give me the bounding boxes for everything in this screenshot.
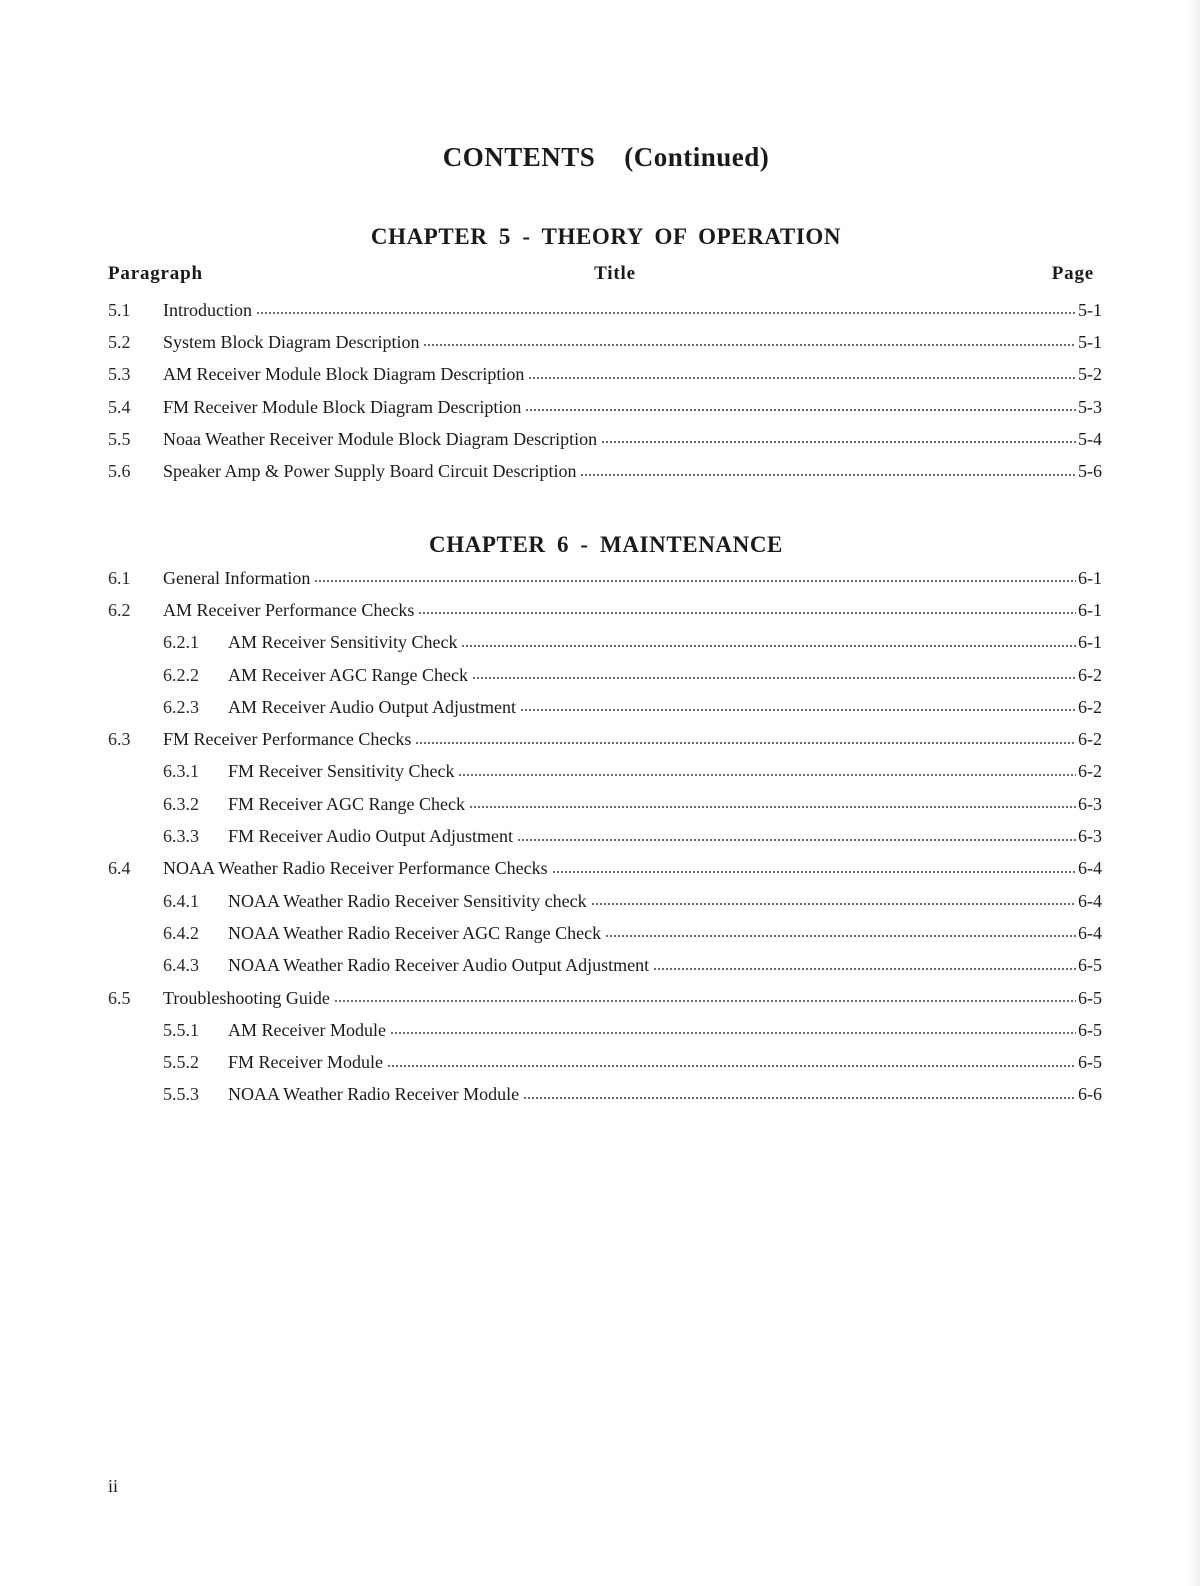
- toc-entry-title: Introduction: [163, 299, 252, 320]
- dot-leader: [390, 1024, 1076, 1042]
- toc-entry-title: Speaker Amp & Power Supply Board Circuit Description: [163, 461, 577, 482]
- toc-entry-page: 6-2: [1078, 696, 1102, 717]
- toc-entry: [108, 982, 1102, 1014]
- toc-entry-title: AM Receiver Sensitivity Check: [228, 632, 458, 653]
- toc-entry-page: 5-3: [1078, 396, 1102, 417]
- toc-entry-number: 6.3: [108, 729, 131, 750]
- dot-leader: [423, 336, 1076, 354]
- page-number: ii: [108, 1476, 119, 1496]
- paragraph-column-header: Paragraph: [108, 263, 203, 284]
- toc-entry-title: FM Receiver Audio Output Adjustment: [228, 826, 513, 847]
- toc-subentry: [108, 1046, 1102, 1078]
- toc-entry-page: 6-5: [1078, 987, 1102, 1008]
- toc-entry-page: 5-1: [1078, 331, 1102, 352]
- chapter-6-toc-list: [108, 562, 1102, 1111]
- toc-entry-title: System Block Diagram Description: [163, 331, 420, 352]
- toc-entry: [108, 562, 1102, 594]
- toc-entry-number: 6.3.3: [163, 826, 199, 847]
- toc-entry-page: 6-1: [1078, 567, 1102, 588]
- toc-subentry: [108, 691, 1102, 723]
- toc-subentry: [108, 627, 1102, 659]
- dot-leader: [525, 401, 1076, 419]
- toc-entry-title: AM Receiver AGC Range Check: [228, 664, 468, 685]
- toc-entry-number: 5.2: [108, 331, 131, 352]
- toc-entry-number: 6.5: [108, 987, 131, 1008]
- toc-entry-page: 5-4: [1078, 428, 1102, 449]
- dot-leader: [334, 992, 1076, 1010]
- toc-entry-title: NOAA Weather Radio Receiver Audio Output Adjustment: [228, 955, 650, 976]
- page-title: CONTENTS (Continued): [442, 142, 770, 172]
- dot-leader: [415, 734, 1076, 752]
- toc-subentry: [108, 820, 1102, 852]
- dot-leader: [601, 433, 1076, 451]
- toc-entry-number: 6.4.2: [163, 922, 199, 943]
- toc-subentry: [108, 659, 1102, 691]
- dot-leader: [523, 1089, 1076, 1107]
- toc-entry-title: Noaa Weather Receiver Module Block Diagram Description: [163, 428, 598, 449]
- page-column-header: Page: [1051, 263, 1094, 284]
- toc-entry-page: 6-1: [1078, 632, 1102, 653]
- dot-leader: [256, 304, 1076, 322]
- toc-entry: [108, 853, 1102, 885]
- dot-leader: [605, 927, 1076, 945]
- page-edge-shadow: [1186, 0, 1200, 1586]
- toc-subentry: [108, 1079, 1102, 1111]
- toc-entry: [108, 359, 1102, 391]
- toc-entry-number: 5.5.3: [163, 1084, 199, 1105]
- dot-leader: [528, 369, 1076, 387]
- toc-entry-page: 5-2: [1078, 364, 1102, 385]
- toc-entry: [108, 294, 1102, 326]
- toc-entry-page: 6-3: [1078, 793, 1102, 814]
- toc-entry-number: 5.4: [108, 396, 131, 417]
- toc-entry-number: 6.2.3: [163, 696, 199, 717]
- toc-subentry: [108, 788, 1102, 820]
- dot-leader: [580, 466, 1076, 484]
- toc-entry-title: AM Receiver Performance Checks: [163, 599, 415, 620]
- toc-entry-title: AM Receiver Module Block Diagram Description: [163, 364, 525, 385]
- toc-entry: [108, 455, 1102, 487]
- toc-subentry: [108, 917, 1102, 949]
- dot-leader: [517, 831, 1076, 849]
- dot-leader: [472, 669, 1076, 687]
- toc-entry-number: 6.2.1: [163, 632, 199, 653]
- toc-entry-page: 6-5: [1078, 955, 1102, 976]
- dot-leader: [314, 572, 1076, 590]
- toc-entry-page: 6-4: [1078, 922, 1102, 943]
- toc-entry-number: 6.4.3: [163, 955, 199, 976]
- dot-leader: [591, 895, 1076, 913]
- toc-entry-page: 6-5: [1078, 1052, 1102, 1073]
- toc-entry-number: 6.3.2: [163, 793, 199, 814]
- toc-entry-page: 5-6: [1078, 461, 1102, 482]
- toc-entry-number: 5.3: [108, 364, 131, 385]
- toc-entry-number: 6.3.1: [163, 761, 199, 782]
- toc-entry-title: AM Receiver Module: [228, 1019, 386, 1040]
- toc-entry-page: 6-2: [1078, 761, 1102, 782]
- toc-entry: [108, 326, 1102, 358]
- toc-entry-title: NOAA Weather Radio Receiver Module: [228, 1084, 520, 1105]
- toc-entry: [108, 423, 1102, 455]
- toc-entry-number: 5.5.1: [163, 1019, 199, 1040]
- toc-entry-title: General Information: [163, 567, 311, 588]
- toc-entry-title: NOAA Weather Radio Receiver Sensitivity check: [228, 890, 587, 911]
- toc-entry-page: 6-6: [1078, 1084, 1102, 1105]
- toc-subentry: [108, 950, 1102, 982]
- toc-entry-title: AM Receiver Audio Output Adjustment: [228, 696, 516, 717]
- dot-leader: [520, 701, 1076, 719]
- chapter-6-heading: CHAPTER 6 - MAINTENANCE: [428, 532, 783, 557]
- toc-entry-page: 6-4: [1078, 890, 1102, 911]
- chapter-5-heading: CHAPTER 5 - THEORY OF OPERATION: [370, 224, 842, 249]
- toc-subentry: [108, 756, 1102, 788]
- toc-entry-title: FM Receiver AGC Range Check: [228, 793, 465, 814]
- toc-entry-title: NOAA Weather Radio Receiver Performance Checks: [163, 858, 548, 879]
- toc-entry-page: 6-2: [1078, 729, 1102, 750]
- toc-entry-page: 6-2: [1078, 664, 1102, 685]
- title-column-header: Title: [594, 263, 636, 284]
- toc-entry-page: 6-3: [1078, 826, 1102, 847]
- toc-entry-title: FM Receiver Performance Checks: [163, 729, 412, 750]
- toc-entry-number: 6.2: [108, 599, 131, 620]
- toc-entry-number: 5.5: [108, 428, 131, 449]
- toc-entry-title: Troubleshooting Guide: [163, 987, 330, 1008]
- toc-entry-number: 6.4.1: [163, 890, 199, 911]
- toc-entry-page: 6-5: [1078, 1019, 1102, 1040]
- toc-entry-number: 6.2.2: [163, 664, 199, 685]
- toc-subentry: [108, 885, 1102, 917]
- toc-entry-page: 6-1: [1078, 599, 1102, 620]
- toc-entry: [108, 391, 1102, 423]
- dot-leader: [458, 766, 1076, 784]
- toc-entry-title: FM Receiver Module: [228, 1052, 383, 1073]
- toc-entry-number: 5.5.2: [163, 1052, 199, 1073]
- toc-entry-number: 6.1: [108, 567, 131, 588]
- toc-entry-number: 5.1: [108, 299, 131, 320]
- dot-leader: [653, 960, 1076, 978]
- toc-entry-number: 6.4: [108, 858, 131, 879]
- toc-entry-title: FM Receiver Sensitivity Check: [228, 761, 455, 782]
- chapter-5-toc-list: [108, 294, 1102, 488]
- toc-entry-page: 6-4: [1078, 858, 1102, 879]
- dot-leader: [418, 604, 1076, 622]
- toc-entry-title: FM Receiver Module Block Diagram Description: [163, 396, 522, 417]
- toc-entry-page: 5-1: [1078, 299, 1102, 320]
- dot-leader: [387, 1057, 1076, 1075]
- toc-entry-title: NOAA Weather Radio Receiver AGC Range Check: [228, 922, 602, 943]
- dot-leader: [461, 637, 1076, 655]
- dot-leader: [469, 798, 1076, 816]
- toc-entry: [108, 594, 1102, 626]
- toc-entry-number: 5.6: [108, 461, 131, 482]
- toc-entry: [108, 723, 1102, 755]
- dot-leader: [552, 863, 1076, 881]
- toc-subentry: [108, 1014, 1102, 1046]
